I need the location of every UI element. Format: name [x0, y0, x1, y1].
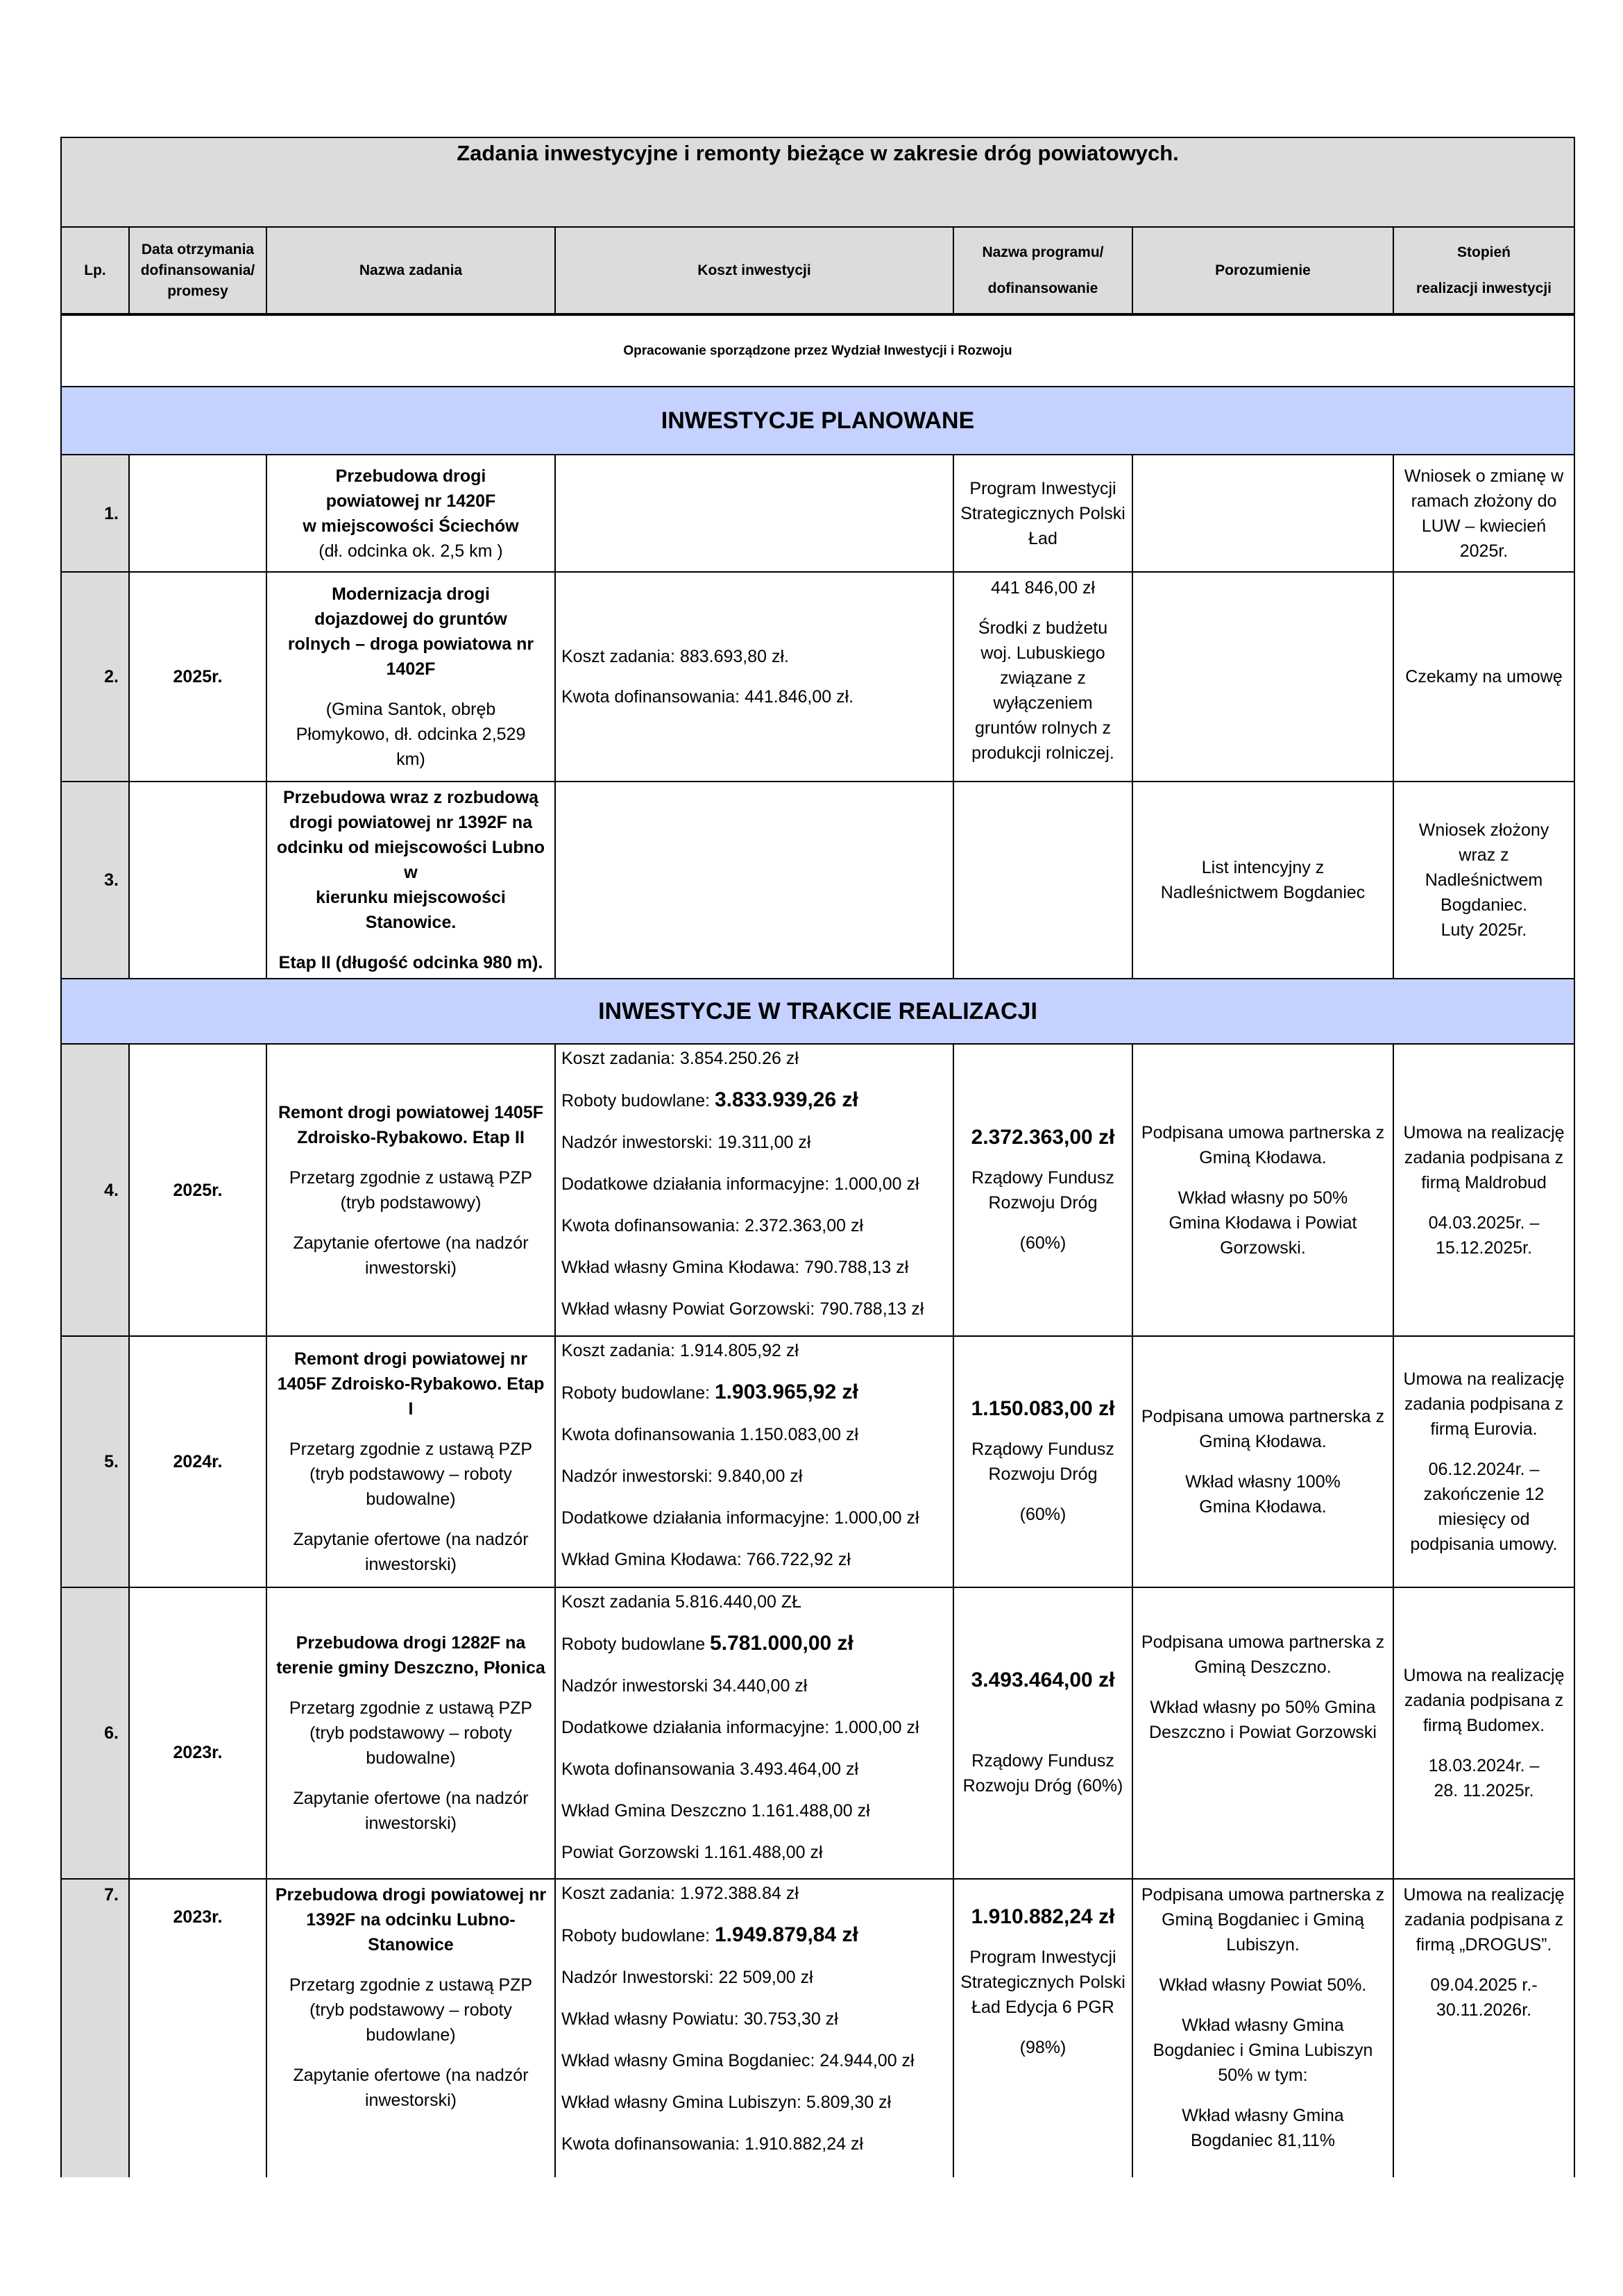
- agreement: [1132, 572, 1393, 782]
- row-date: 2025r.: [129, 1044, 266, 1336]
- row-date: 2024r.: [129, 1336, 266, 1587]
- section-ongoing: INWESTYCJE W TRAKCIE REALIZACJI: [61, 979, 1574, 1044]
- header-date: Data otrzymania dofinansowania/ promesy: [129, 227, 266, 314]
- agreement: [1132, 455, 1393, 572]
- task-name: Przebudowa drogi powiatowej nr 1392F na odcinku Lubno- Stanowice Przetarg zgodnie z ustawą PZP (tryb podstawowy – roboty budowlane) Zapytanie ofertowe (na nadzór inwestorski): [266, 1879, 555, 2177]
- header-lp: Lp.: [61, 227, 129, 314]
- investment-cost: Koszt zadania 5.816.440,00 ZŁ Roboty budowlane 5.781.000,00 zł Nadzór inwestorski 34.440,00 zł Dodatkowe działania informacyjne: 1.000,00 zł Kwota dofinansowania 3.493.464,00 zł Wkład Gmina Deszczno 1.161.488,00 zł Powiat Gorzowski 1.161.488,00 zł: [555, 1587, 953, 1879]
- table-row: [61, 1587, 1574, 1879]
- agreement: Podpisana umowa partnerska z Gminą Kłodawa. Wkład własny 100% Gmina Kłodawa.: [1132, 1336, 1393, 1587]
- investment-cost: [555, 455, 953, 572]
- row-number: 3.: [61, 782, 129, 979]
- table-row: [61, 1336, 1574, 1587]
- task-name: Remont drogi powiatowej nr 1405F Zdroisko-Rybakowo. Etap I Przetarg zgodnie z ustawą PZP (tryb podstawowy – roboty budowalne) Zapytanie ofertowe (na nadzór inwestorski): [266, 1336, 555, 1587]
- header-program: Nazwa programu/ dofinansowanie: [953, 227, 1132, 314]
- agreement: Podpisana umowa partnerska z Gminą Kłodawa. Wkład własny po 50% Gmina Kłodawa i Powiat Gorzowski.: [1132, 1044, 1393, 1336]
- table-row: [61, 572, 1574, 782]
- realization-stage: Umowa na realizację zadania podpisana z firmą „DROGUS”. 09.04.2025 r.- 30.11.2026r.: [1393, 1879, 1574, 2177]
- row-number: 2.: [61, 572, 129, 782]
- program-name: 1.150.083,00 zł Rządowy Fundusz Rozwoju Dróg (60%): [953, 1336, 1132, 1587]
- header-agreement: Porozumienie: [1132, 227, 1393, 314]
- program-name: 1.910.882,24 zł Program Inwestycji Strategicznych Polski Ład Edycja 6 PGR (98%): [953, 1879, 1132, 2177]
- agreement: Podpisana umowa partnerska z Gminą Deszczno. Wkład własny po 50% Gmina Deszczno i Powiat Gorzowski: [1132, 1587, 1393, 1879]
- table-title: Zadania inwestycyjne i remonty bieżące w zakresie dróg powiatowych.: [61, 137, 1574, 227]
- section-planned: INWESTYCJE PLANOWANE: [61, 387, 1574, 455]
- investment-document: [60, 137, 1574, 2177]
- row-number: 4.: [61, 1044, 129, 1336]
- table-row: [61, 782, 1574, 979]
- row-date: [129, 782, 266, 979]
- table-row: [61, 455, 1574, 572]
- row-number: 5.: [61, 1336, 129, 1587]
- program-name: 2.372.363,00 zł Rządowy Fundusz Rozwoju Dróg (60%): [953, 1044, 1132, 1336]
- agreement: Podpisana umowa partnerska z Gminą Bogdaniec i Gminą Lubiszyn. Wkład własny Powiat 50%. Wkład własny Gmina Bogdaniec i Gmina Lubiszyn 50% w tym: Wkład własny Gmina Bogdaniec 81,11%: [1132, 1879, 1393, 2177]
- header-name: Nazwa zadania: [266, 227, 555, 314]
- source-note: Opracowanie sporządzone przez Wydział Inwestycji i Rozwoju: [61, 314, 1574, 387]
- realization-stage: Czekamy na umowę: [1393, 572, 1574, 782]
- row-number: 6.: [61, 1587, 129, 1879]
- investment-cost: [555, 782, 953, 979]
- task-name: Remont drogi powiatowej 1405F Zdroisko-Rybakowo. Etap II Przetarg zgodnie z ustawą PZP (tryb podstawowy) Zapytanie ofertowe (na nadzór inwestorski): [266, 1044, 555, 1336]
- program-name: 3.493.464,00 zł Rządowy Fundusz Rozwoju Dróg (60%): [953, 1587, 1132, 1879]
- investment-cost: Koszt zadania: 1.914.805,92 zł Roboty budowlane: 1.903.965,92 zł Kwota dofinansowania 1.150.083,00 zł Nadzór inwestorski: 9.840,00 zł Dodatkowe działania informacyjne: 1.000,00 zł Wkład Gmina Kłodawa: 766.722,92 zł: [555, 1336, 953, 1587]
- investment-cost: Koszt zadania: 883.693,80 zł. Kwota dofinansowania: 441.846,00 zł.: [555, 572, 953, 782]
- program-name: [953, 782, 1132, 979]
- task-name: Modernizacja drogi dojazdowej do gruntów rolnych – droga powiatowa nr 1402F (Gmina Santok, obręb Płomykowo, dł. odcinka 2,529 km): [266, 572, 555, 782]
- task-name: Przebudowa drogi powiatowej nr 1420F w miejscowości Ściechów (dł. odcinka ok. 2,5 km ): [266, 455, 555, 572]
- investment-cost: Koszt zadania: 3.854.250.26 zł Roboty budowlane: 3.833.939,26 zł Nadzór inwestorski: 19.311,00 zł Dodatkowe działania informacyjne: 1.000,00 zł Kwota dofinansowania: 2.372.363,00 zł Wkład własny Gmina Kłodawa: 790.788,13 zł Wkład własny Powiat Gorzowski: 790.788,13 zł: [555, 1044, 953, 1336]
- header-stage: Stopień realizacji inwestycji: [1393, 227, 1574, 314]
- agreement: List intencyjny z Nadleśnictwem Bogdaniec: [1132, 782, 1393, 979]
- realization-stage: Umowa na realizację zadania podpisana z firmą Eurovia. 06.12.2024r. – zakończenie 12 miesięcy od podpisania umowy.: [1393, 1336, 1574, 1587]
- row-date: 2023r.: [129, 1587, 266, 1879]
- realization-stage: Wniosek złożony wraz z Nadleśnictwem Bogdaniec. Luty 2025r.: [1393, 782, 1574, 979]
- row-date: 2025r.: [129, 572, 266, 782]
- table-row: [61, 1879, 1574, 2177]
- realization-stage: Umowa na realizację zadania podpisana z firmą Budomex. 18.03.2024r. – 28. 11.2025r.: [1393, 1587, 1574, 1879]
- realization-stage: Wniosek o zmianę w ramach złożony do LUW – kwiecień 2025r.: [1393, 455, 1574, 572]
- program-name: 441 846,00 zł Środki z budżetu woj. Lubuskiego związane z wyłączeniem gruntów rolnych z produkcji rolniczej.: [953, 572, 1132, 782]
- row-number: 7.: [61, 1879, 129, 2177]
- investment-cost: Koszt zadania: 1.972.388.84 zł Roboty budowlane: 1.949.879,84 zł Nadzór Inwestorski: 22 509,00 zł Wkład własny Powiatu: 30.753,30 zł Wkład własny Gmina Bogdaniec: 24.944,00 zł Wkład własny Gmina Lubiszyn: 5.809,30 zł Kwota dofinansowania: 1.910.882,24 zł: [555, 1879, 953, 2177]
- task-name: Przebudowa drogi 1282F na terenie gminy Deszczno, Płonica Przetarg zgodnie z ustawą PZP (tryb podstawowy – roboty budowalne) Zapytanie ofertowe (na nadzór inwestorski): [266, 1587, 555, 1879]
- task-name: Przebudowa wraz z rozbudową drogi powiatowej nr 1392F na odcinku od miejscowości Lubno w kierunku miejscowości Stanowice. Etap II (długość odcinka 980 m).: [266, 782, 555, 979]
- table-row: [61, 1044, 1574, 1336]
- header-cost: Koszt inwestycji: [555, 227, 953, 314]
- row-date: 2023r.: [129, 1879, 266, 2177]
- row-number: 1.: [61, 455, 129, 572]
- program-name: Program Inwestycji Strategicznych Polski Ład: [953, 455, 1132, 572]
- investment-table: [60, 137, 1575, 2177]
- row-date: [129, 455, 266, 572]
- realization-stage: Umowa na realizację zadania podpisana z firmą Maldrobud 04.03.2025r. – 15.12.2025r.: [1393, 1044, 1574, 1336]
